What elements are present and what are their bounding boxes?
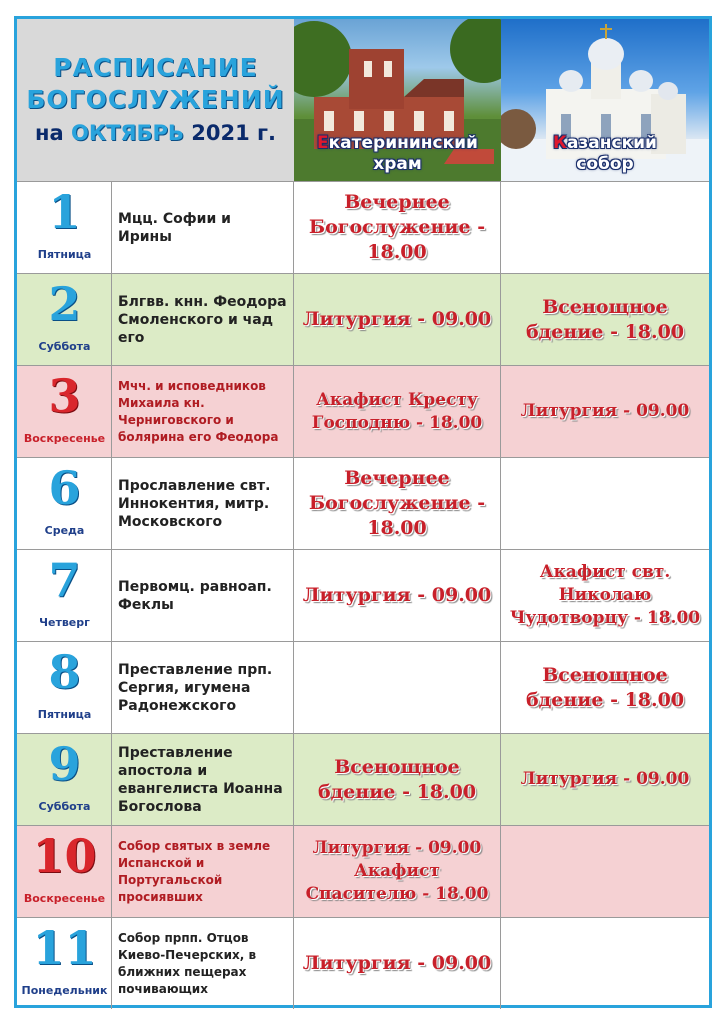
title-line-3 xyxy=(17,121,294,145)
day-cell xyxy=(17,274,112,365)
church2-service-cell xyxy=(501,274,709,365)
church1-name: катерининский xyxy=(328,133,478,153)
feast-text: Преставление апостола и евангелиста Иоанна Богослова xyxy=(118,744,283,815)
weekday-label: Понедельник xyxy=(21,984,108,997)
feast-cell xyxy=(112,734,294,825)
schedule-row xyxy=(17,733,709,825)
church1-service-cell xyxy=(294,366,501,457)
church2-name: азанский xyxy=(566,133,657,153)
church2-service xyxy=(503,918,707,1009)
weekday-label: Воскресенье xyxy=(23,432,106,445)
feast-text: Преставление прп. Сергия, игумена Радонежского xyxy=(118,661,273,714)
title-year: 2021 г. xyxy=(191,121,276,145)
day-number: 8 xyxy=(48,645,81,699)
schedule-row xyxy=(17,825,709,917)
feast-cell xyxy=(112,274,294,365)
church1-service-cell xyxy=(294,918,501,1009)
church1-service-cell xyxy=(294,826,501,917)
feast-text: Собор прпп. Отцов Киево-Печерских, в ближних пещерах почивающих xyxy=(118,930,257,996)
weekday-label: Суббота xyxy=(38,340,91,353)
day-number: 1 xyxy=(48,185,81,239)
day-cell xyxy=(17,550,112,641)
church1-service xyxy=(296,642,498,733)
church2-service-cell xyxy=(501,550,709,641)
church2-service-cell xyxy=(501,642,709,733)
church1-service: Литургия - 09.00 xyxy=(302,308,492,330)
church1-service-cell xyxy=(294,642,501,733)
church1-service: Литургия - 09.00 Акафист Спасителю - 18.00 xyxy=(305,838,489,904)
day-number: 7 xyxy=(48,553,81,607)
church2-service-cell xyxy=(501,918,709,1009)
weekday-label: Воскресенье xyxy=(23,892,106,905)
day-number: 2 xyxy=(48,277,81,331)
day-cell xyxy=(17,182,112,273)
weekday-label: Пятница xyxy=(37,248,92,261)
day-number: 10 xyxy=(32,829,97,883)
day-number: 6 xyxy=(48,461,81,515)
church1-capital: Е xyxy=(317,133,329,153)
church1-service: Литургия - 09.00 xyxy=(302,584,492,606)
church2-service: Литургия - 09.00 xyxy=(520,769,690,789)
church1-service-cell xyxy=(294,274,501,365)
schedule-row xyxy=(17,917,709,1009)
feast-text: Блгвв. кнн. Феодора Смоленского и чад его xyxy=(118,293,287,346)
day-cell xyxy=(17,458,112,549)
church1-service: Акафист Кресту Господню - 18.00 xyxy=(311,389,483,433)
church1-service: Вечернее Богослужение - 18.00 xyxy=(308,467,486,539)
church1-service: Вечернее Богослужение - 18.00 xyxy=(308,191,486,263)
title-block xyxy=(17,19,294,181)
church1-service-cell xyxy=(294,182,501,273)
church1-caption xyxy=(294,133,501,175)
feast-cell xyxy=(112,826,294,917)
schedule-row xyxy=(17,365,709,457)
weekday-label: Четверг xyxy=(39,616,90,629)
schedule-header xyxy=(17,19,709,181)
church1-type: храм xyxy=(373,154,422,174)
day-cell xyxy=(17,734,112,825)
feast-text: Мцц. Софии и Ирины xyxy=(118,210,231,245)
kazansky-cathedral-photo xyxy=(501,19,709,181)
weekday-label: Пятница xyxy=(37,708,92,721)
church2-type: собор xyxy=(576,154,634,174)
schedule-frame xyxy=(14,16,712,1008)
day-cell xyxy=(17,826,112,917)
feast-cell xyxy=(112,642,294,733)
feast-cell xyxy=(112,366,294,457)
church2-service-cell xyxy=(501,826,709,917)
day-cell xyxy=(17,642,112,733)
schedule-row xyxy=(17,457,709,549)
church2-caption xyxy=(501,133,709,175)
church2-service xyxy=(503,826,707,917)
schedule-row xyxy=(17,641,709,733)
schedule-row xyxy=(17,273,709,365)
church2-service: Акафист свт. Николаю Чудотворцу - 18.00 xyxy=(509,562,701,628)
church2-capital: К xyxy=(553,133,567,153)
feast-cell xyxy=(112,458,294,549)
title-line-2: БОГОСЛУЖЕНИЙ xyxy=(26,85,285,114)
church2-service: Литургия - 09.00 xyxy=(520,401,690,421)
weekday-label: Суббота xyxy=(38,800,91,813)
title-line-1: РАСПИСАНИЕ xyxy=(53,53,258,82)
feast-text: Собор святых в земле Испанской и Португальской просиявших xyxy=(118,838,271,904)
church1-service-cell xyxy=(294,458,501,549)
church1-service: Литургия - 09.00 xyxy=(302,952,492,974)
weekday-label: Среда xyxy=(44,524,85,537)
title-prefix: на xyxy=(35,121,64,145)
schedule-row xyxy=(17,549,709,641)
day-number: 3 xyxy=(48,369,81,423)
feast-cell xyxy=(112,550,294,641)
schedule-row xyxy=(17,181,709,273)
day-number: 9 xyxy=(48,737,81,791)
feast-text: Первомц. равноап. Феклы xyxy=(118,578,272,613)
church2-service xyxy=(503,458,707,549)
ekaterininsky-church-photo xyxy=(294,19,501,181)
church2-service: Всенощное бдение - 18.00 xyxy=(525,295,685,343)
church2-service-cell xyxy=(501,734,709,825)
title-month: ОКТЯБРЬ xyxy=(71,121,184,145)
church2-service-cell xyxy=(501,182,709,273)
feast-text: Мчч. и исповедников Михаила кн. Черниговского и болярина его Феодора xyxy=(118,378,279,444)
day-cell xyxy=(17,918,112,1009)
feast-cell xyxy=(112,182,294,273)
day-number: 11 xyxy=(32,921,97,975)
church2-service xyxy=(503,182,707,273)
church2-service: Всенощное бдение - 18.00 xyxy=(525,663,685,711)
day-cell xyxy=(17,366,112,457)
church2-service-cell xyxy=(501,366,709,457)
feast-text: Прославление свт. Иннокентия, митр. Московского xyxy=(118,477,271,530)
church1-service-cell xyxy=(294,550,501,641)
feast-cell xyxy=(112,918,294,1009)
church2-service-cell xyxy=(501,458,709,549)
church1-service-cell xyxy=(294,734,501,825)
church1-service: Всенощное бдение - 18.00 xyxy=(317,755,477,803)
